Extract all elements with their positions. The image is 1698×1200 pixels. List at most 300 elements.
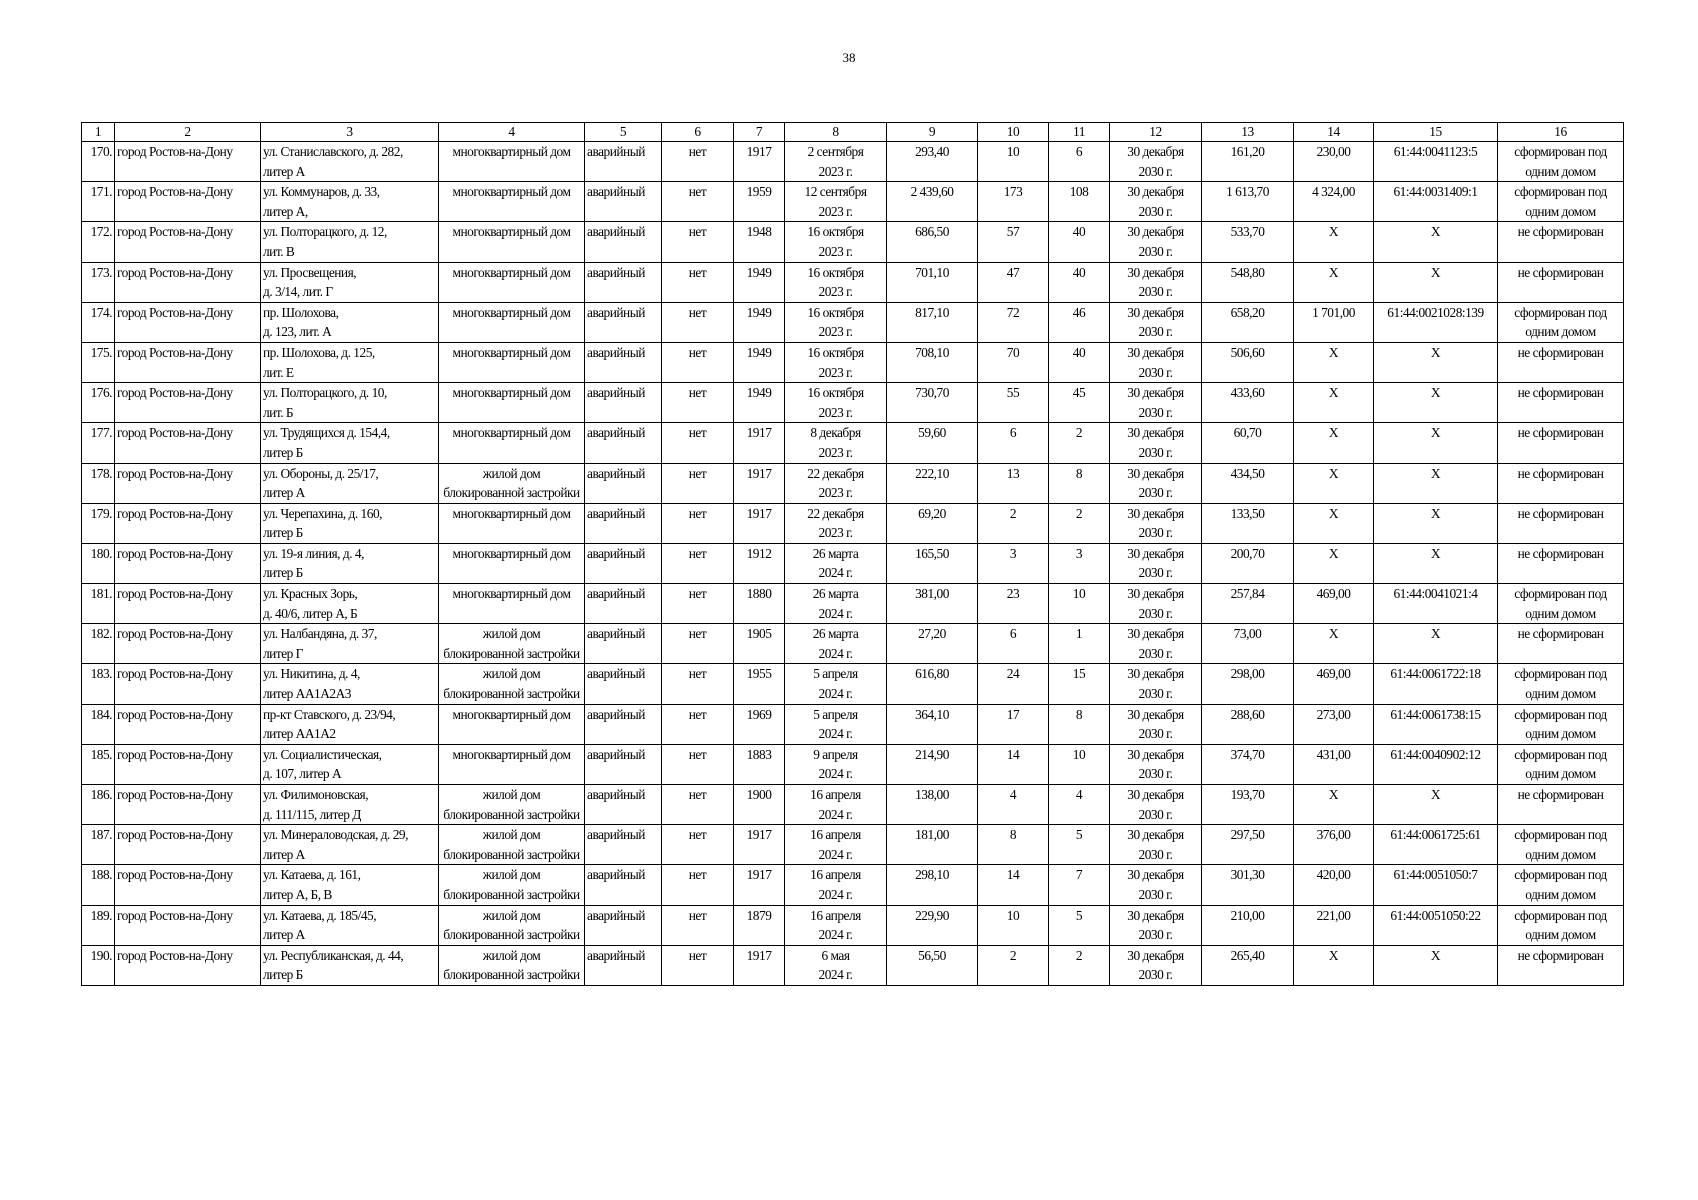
year-built-cell: 1917 xyxy=(734,503,785,543)
year-built-cell: 1900 xyxy=(734,785,785,825)
cadastral-number-cell: Х xyxy=(1374,503,1498,543)
area-cell: 229,90 xyxy=(887,905,978,945)
address-line: д. 107, литер А xyxy=(263,766,342,782)
column-13-cell: 658,20 xyxy=(1202,302,1294,342)
date-line: 30 декабря xyxy=(1127,144,1184,159)
column-10-cell: 10 xyxy=(978,142,1049,182)
building-type-cell: многоквартирный дом xyxy=(439,222,585,262)
building-type-cell: жилой дом блокированной застройки xyxy=(439,905,585,945)
status-cell: аварийный xyxy=(585,142,662,182)
column-11-cell: 45 xyxy=(1049,383,1110,423)
land-status-line: не сформирован xyxy=(1517,465,1604,481)
municipality-cell: город Ростов-на-Дону xyxy=(115,624,261,664)
date-line: 2030 г. xyxy=(1138,163,1173,179)
land-area-cell: Х xyxy=(1294,543,1374,583)
date-line: 2030 г. xyxy=(1138,324,1173,340)
column-6-cell: нет xyxy=(662,142,734,182)
year-built-cell: 1917 xyxy=(734,463,785,503)
cadastral-number-cell: 61:44:0061725:61 xyxy=(1374,825,1498,865)
recognition-date-cell xyxy=(785,182,887,222)
planned-date-cell xyxy=(1110,342,1202,382)
planned-date-cell xyxy=(1110,945,1202,985)
date-line: 2030 г. xyxy=(1138,886,1173,902)
planned-date-cell xyxy=(1110,463,1202,503)
land-status-line: сформирован под xyxy=(1514,586,1607,602)
address-line: литер АА1А2 xyxy=(263,726,336,742)
column-header: 12 xyxy=(1110,123,1202,142)
year-built-cell: 1879 xyxy=(734,905,785,945)
land-status-line: не сформирован xyxy=(1517,505,1604,521)
land-area-cell: 1 701,00 xyxy=(1294,302,1374,342)
planned-date-cell xyxy=(1110,744,1202,784)
land-status-line: не сформирован xyxy=(1517,787,1604,802)
land-status-cell xyxy=(1498,664,1624,704)
date-line: 30 декабря xyxy=(1127,264,1184,280)
status-cell: аварийный xyxy=(585,664,662,704)
column-6-cell: нет xyxy=(662,584,734,624)
building-type-cell: многоквартирный дом xyxy=(439,503,585,543)
planned-date-cell xyxy=(1110,905,1202,945)
land-status-line: сформирован под xyxy=(1514,706,1607,722)
date-line: 30 декабря xyxy=(1127,505,1184,521)
land-status-line: сформирован под xyxy=(1514,666,1607,682)
status-cell: аварийный xyxy=(585,182,662,222)
address-cell xyxy=(261,624,439,664)
building-type-cell: жилой дом блокированной застройки xyxy=(439,865,585,905)
column-11-cell: 8 xyxy=(1049,463,1110,503)
municipality-cell: город Ростов-на-Дону xyxy=(115,543,261,583)
row-number: 184. xyxy=(82,704,115,744)
row-number: 189. xyxy=(82,905,115,945)
column-13-cell: 548,80 xyxy=(1202,262,1294,302)
land-status-cell xyxy=(1498,905,1624,945)
area-cell: 56,50 xyxy=(887,945,978,985)
planned-date-cell xyxy=(1110,423,1202,463)
date-line: 2030 г. xyxy=(1138,444,1173,460)
planned-date-cell xyxy=(1110,785,1202,825)
cadastral-number-cell: Х xyxy=(1374,383,1498,423)
date-line: 2023 г. xyxy=(818,525,853,541)
municipality-cell: город Ростов-на-Дону xyxy=(115,744,261,784)
area-cell: 708,10 xyxy=(887,342,978,382)
area-cell: 381,00 xyxy=(887,584,978,624)
municipality-cell: город Ростов-на-Дону xyxy=(115,342,261,382)
address-cell xyxy=(261,825,439,865)
municipality-cell: город Ростов-на-Дону xyxy=(115,302,261,342)
date-line: 2030 г. xyxy=(1138,645,1173,661)
address-line: ул. Полторацкого, д. 10, xyxy=(263,385,387,401)
column-10-cell: 3 xyxy=(978,543,1049,583)
date-line: 2023 г. xyxy=(818,485,853,501)
land-status-line: не сформирован xyxy=(1517,626,1604,642)
municipality-cell: город Ростов-на-Дону xyxy=(115,825,261,865)
column-10-cell: 23 xyxy=(978,584,1049,624)
table-row xyxy=(82,865,1624,905)
status-cell: аварийный xyxy=(585,383,662,423)
column-header: 6 xyxy=(662,123,734,142)
recognition-date-cell xyxy=(785,945,887,985)
area-cell: 817,10 xyxy=(887,302,978,342)
row-number: 188. xyxy=(82,865,115,905)
municipality-cell: город Ростов-на-Дону xyxy=(115,142,261,182)
land-area-cell: Х xyxy=(1294,222,1374,262)
municipality-cell: город Ростов-на-Дону xyxy=(115,945,261,985)
table-row xyxy=(82,302,1624,342)
land-status-line: не сформирован xyxy=(1517,224,1604,240)
column-10-cell: 4 xyxy=(978,785,1049,825)
column-header: 7 xyxy=(734,123,785,142)
year-built-cell: 1917 xyxy=(734,142,785,182)
address-cell xyxy=(261,383,439,423)
row-number: 183. xyxy=(82,664,115,704)
column-6-cell: нет xyxy=(662,222,734,262)
municipality-cell: город Ростов-на-Дону xyxy=(115,584,261,624)
area-cell: 59,60 xyxy=(887,423,978,463)
date-line: 2024 г. xyxy=(818,886,853,902)
address-line: д. 111/115, литер Д xyxy=(263,806,361,822)
land-status-cell xyxy=(1498,302,1624,342)
address-line: ул. Минераловодская, д. 29, xyxy=(263,827,408,843)
column-11-cell: 2 xyxy=(1049,503,1110,543)
area-cell: 686,50 xyxy=(887,222,978,262)
address-cell xyxy=(261,302,439,342)
address-line: д. 40/6, литер А, Б xyxy=(263,605,358,621)
address-line: ул. Республиканская, д. 44, xyxy=(263,947,404,963)
date-line: 2030 г. xyxy=(1138,243,1173,259)
address-line: лит. В xyxy=(263,243,295,259)
building-type-cell: жилой дом блокированной застройки xyxy=(439,624,585,664)
date-line: 2024 г. xyxy=(818,806,853,822)
address-cell xyxy=(261,182,439,222)
date-line: 16 апреля xyxy=(810,867,861,883)
land-area-cell: 469,00 xyxy=(1294,584,1374,624)
land-status-cell xyxy=(1498,463,1624,503)
column-6-cell: нет xyxy=(662,383,734,423)
cadastral-number-cell: Х xyxy=(1374,262,1498,302)
column-13-cell: 374,70 xyxy=(1202,744,1294,784)
cadastral-number-cell: 61:44:0051050:7 xyxy=(1374,865,1498,905)
cadastral-number-cell: Х xyxy=(1374,543,1498,583)
year-built-cell: 1917 xyxy=(734,825,785,865)
status-cell: аварийный xyxy=(585,945,662,985)
row-number: 181. xyxy=(82,584,115,624)
date-line: 5 апреля xyxy=(813,706,858,722)
column-6-cell: нет xyxy=(662,463,734,503)
emergency-housing-table xyxy=(81,122,1624,986)
address-line: лит. Б xyxy=(263,404,294,420)
row-number: 177. xyxy=(82,423,115,463)
date-line: 2023 г. xyxy=(818,404,853,420)
year-built-cell: 1949 xyxy=(734,383,785,423)
address-cell xyxy=(261,785,439,825)
land-area-cell: Х xyxy=(1294,785,1374,825)
table-row xyxy=(82,905,1624,945)
land-area-cell: Х xyxy=(1294,463,1374,503)
column-6-cell: нет xyxy=(662,825,734,865)
date-line: 2023 г. xyxy=(818,364,853,380)
date-line: 30 декабря xyxy=(1127,545,1184,561)
municipality-cell: город Ростов-на-Дону xyxy=(115,423,261,463)
column-6-cell: нет xyxy=(662,342,734,382)
year-built-cell: 1955 xyxy=(734,664,785,704)
year-built-cell: 1917 xyxy=(734,423,785,463)
column-6-cell: нет xyxy=(662,704,734,744)
building-type-cell: многоквартирный дом xyxy=(439,262,585,302)
address-cell xyxy=(261,142,439,182)
planned-date-cell xyxy=(1110,543,1202,583)
date-line: 2030 г. xyxy=(1138,485,1173,501)
cadastral-number-cell: 61:44:0021028:139 xyxy=(1374,302,1498,342)
column-11-cell: 4 xyxy=(1049,785,1110,825)
date-line: 30 декабря xyxy=(1127,586,1184,602)
land-status-cell xyxy=(1498,825,1624,865)
land-status-cell xyxy=(1498,423,1624,463)
area-cell: 27,20 xyxy=(887,624,978,664)
row-number: 176. xyxy=(82,383,115,423)
column-11-cell: 15 xyxy=(1049,664,1110,704)
land-status-line: не сформирован xyxy=(1517,344,1604,360)
table-row xyxy=(82,182,1624,222)
column-11-cell: 40 xyxy=(1049,342,1110,382)
address-line: литер Б xyxy=(263,967,303,983)
land-area-cell: Х xyxy=(1294,423,1374,463)
table-row xyxy=(82,463,1624,503)
status-cell: аварийный xyxy=(585,624,662,664)
column-13-cell: 161,20 xyxy=(1202,142,1294,182)
column-6-cell: нет xyxy=(662,624,734,664)
status-cell: аварийный xyxy=(585,543,662,583)
recognition-date-cell xyxy=(785,624,887,664)
table-row xyxy=(82,142,1624,182)
land-status-line: сформирован под xyxy=(1514,184,1607,200)
column-10-cell: 47 xyxy=(978,262,1049,302)
address-cell xyxy=(261,584,439,624)
status-cell: аварийный xyxy=(585,222,662,262)
land-area-cell: 230,00 xyxy=(1294,142,1374,182)
column-6-cell: нет xyxy=(662,785,734,825)
date-line: 2023 г. xyxy=(818,444,853,460)
planned-date-cell xyxy=(1110,503,1202,543)
column-header: 10 xyxy=(978,123,1049,142)
land-status-cell xyxy=(1498,222,1624,262)
date-line: 16 октября xyxy=(807,385,864,401)
date-line: 2030 г. xyxy=(1138,927,1173,943)
date-line: 5 апреля xyxy=(813,666,858,682)
recognition-date-cell xyxy=(785,463,887,503)
address-cell xyxy=(261,865,439,905)
row-number: 170. xyxy=(82,142,115,182)
date-line: 22 декабря xyxy=(807,465,864,481)
date-line: 30 декабря xyxy=(1127,385,1184,401)
address-line: лит. Е xyxy=(263,364,294,380)
date-line: 8 декабря xyxy=(810,425,861,441)
date-line: 12 сентября xyxy=(804,184,867,200)
column-11-cell: 7 xyxy=(1049,865,1110,905)
recognition-date-cell xyxy=(785,744,887,784)
recognition-date-cell xyxy=(785,302,887,342)
year-built-cell: 1948 xyxy=(734,222,785,262)
date-line: 30 декабря xyxy=(1127,787,1184,802)
column-10-cell: 55 xyxy=(978,383,1049,423)
land-status-cell xyxy=(1498,543,1624,583)
land-status-line: не сформирован xyxy=(1517,425,1604,441)
building-type-cell: жилой дом блокированной застройки xyxy=(439,785,585,825)
date-line: 16 октября xyxy=(807,264,864,280)
land-status-line: одним домом xyxy=(1525,927,1596,943)
table-row xyxy=(82,262,1624,302)
date-line: 2024 г. xyxy=(818,645,853,661)
table-row xyxy=(82,825,1624,865)
status-cell: аварийный xyxy=(585,785,662,825)
land-status-line: не сформирован xyxy=(1517,264,1604,280)
address-line: литер Г xyxy=(263,645,303,661)
land-status-line: сформирован под xyxy=(1514,746,1607,762)
land-status-line: сформирован под xyxy=(1514,867,1607,883)
recognition-date-cell xyxy=(785,664,887,704)
year-built-cell: 1917 xyxy=(734,945,785,985)
column-header: 11 xyxy=(1049,123,1110,142)
cadastral-number-cell: Х xyxy=(1374,624,1498,664)
recognition-date-cell xyxy=(785,503,887,543)
column-header: 8 xyxy=(785,123,887,142)
address-cell xyxy=(261,463,439,503)
land-status-line: сформирован под xyxy=(1514,827,1607,843)
building-type-cell: многоквартирный дом xyxy=(439,302,585,342)
date-line: 26 марта xyxy=(812,626,859,642)
column-10-cell: 14 xyxy=(978,865,1049,905)
date-line: 16 апреля xyxy=(810,907,861,923)
land-area-cell: Х xyxy=(1294,383,1374,423)
table-row xyxy=(82,383,1624,423)
area-cell: 364,10 xyxy=(887,704,978,744)
recognition-date-cell xyxy=(785,342,887,382)
table-row xyxy=(82,744,1624,784)
date-line: 2030 г. xyxy=(1138,284,1173,300)
date-line: 2024 г. xyxy=(818,846,853,862)
land-status-line: одним домом xyxy=(1525,726,1596,742)
row-number: 190. xyxy=(82,945,115,985)
building-type-cell: многоквартирный дом xyxy=(439,543,585,583)
column-6-cell: нет xyxy=(662,865,734,905)
date-line: 2024 г. xyxy=(818,726,853,742)
area-cell: 298,10 xyxy=(887,865,978,905)
status-cell: аварийный xyxy=(585,584,662,624)
municipality-cell: город Ростов-на-Дону xyxy=(115,704,261,744)
column-13-cell: 193,70 xyxy=(1202,785,1294,825)
address-cell xyxy=(261,543,439,583)
address-line: ул. 19-я линия, д. 4, xyxy=(263,545,364,561)
column-10-cell: 10 xyxy=(978,905,1049,945)
column-6-cell: нет xyxy=(662,664,734,704)
planned-date-cell xyxy=(1110,142,1202,182)
status-cell: аварийный xyxy=(585,865,662,905)
land-status-line: одним домом xyxy=(1525,163,1596,179)
column-header: 1 xyxy=(82,123,115,142)
column-13-cell: 257,84 xyxy=(1202,584,1294,624)
date-line: 2024 г. xyxy=(818,967,853,983)
recognition-date-cell xyxy=(785,142,887,182)
date-line: 2023 г. xyxy=(818,324,853,340)
building-type-cell: жилой дом блокированной застройки xyxy=(439,825,585,865)
column-13-cell: 133,50 xyxy=(1202,503,1294,543)
address-line: ул. Просвещения, xyxy=(263,264,357,280)
planned-date-cell xyxy=(1110,624,1202,664)
table-row xyxy=(82,342,1624,382)
date-line: 30 декабря xyxy=(1127,867,1184,883)
address-cell xyxy=(261,664,439,704)
column-6-cell: нет xyxy=(662,905,734,945)
year-built-cell: 1912 xyxy=(734,543,785,583)
building-type-cell: жилой дом блокированной застройки xyxy=(439,664,585,704)
row-number: 187. xyxy=(82,825,115,865)
column-13-cell: 1 613,70 xyxy=(1202,182,1294,222)
land-area-cell: Х xyxy=(1294,342,1374,382)
year-built-cell: 1949 xyxy=(734,262,785,302)
cadastral-number-cell: 61:44:0061722:18 xyxy=(1374,664,1498,704)
land-status-line: сформирован под xyxy=(1514,907,1607,923)
address-cell xyxy=(261,503,439,543)
recognition-date-cell xyxy=(785,865,887,905)
column-header: 2 xyxy=(115,123,261,142)
municipality-cell: город Ростов-на-Дону xyxy=(115,503,261,543)
column-13-cell: 434,50 xyxy=(1202,463,1294,503)
column-11-cell: 5 xyxy=(1049,905,1110,945)
area-cell: 214,90 xyxy=(887,744,978,784)
municipality-cell: город Ростов-на-Дону xyxy=(115,262,261,302)
date-line: 2024 г. xyxy=(818,927,853,943)
municipality-cell: город Ростов-на-Дону xyxy=(115,222,261,262)
cadastral-number-cell: 61:44:0040902:12 xyxy=(1374,744,1498,784)
area-cell: 2 439,60 xyxy=(887,182,978,222)
date-line: 2030 г. xyxy=(1138,686,1173,702)
address-line: литер А xyxy=(263,485,305,501)
address-line: литер А, Б, В xyxy=(263,886,332,902)
date-line: 2030 г. xyxy=(1138,203,1173,219)
column-13-cell: 60,70 xyxy=(1202,423,1294,463)
column-10-cell: 70 xyxy=(978,342,1049,382)
column-11-cell: 8 xyxy=(1049,704,1110,744)
column-13-cell: 210,00 xyxy=(1202,905,1294,945)
date-line: 30 декабря xyxy=(1127,666,1184,682)
address-cell xyxy=(261,423,439,463)
table-row xyxy=(82,503,1624,543)
address-cell xyxy=(261,704,439,744)
building-type-cell: многоквартирный дом xyxy=(439,584,585,624)
column-header: 3 xyxy=(261,123,439,142)
table-row xyxy=(82,584,1624,624)
address-line: ул. Черепахина, д. 160, xyxy=(263,505,382,521)
land-status-line: сформирован под xyxy=(1514,304,1607,320)
municipality-cell: город Ростов-на-Дону xyxy=(115,865,261,905)
address-line: ул. Налбандяна, д. 37, xyxy=(263,626,377,642)
date-line: 30 декабря xyxy=(1127,465,1184,481)
date-line: 16 апреля xyxy=(810,827,861,843)
planned-date-cell xyxy=(1110,383,1202,423)
page-number: 38 xyxy=(842,50,856,65)
land-status-line: одним домом xyxy=(1525,846,1596,862)
column-header: 16 xyxy=(1498,123,1624,142)
land-status-line: одним домом xyxy=(1525,886,1596,902)
table-row xyxy=(82,543,1624,583)
column-6-cell: нет xyxy=(662,182,734,222)
cadastral-number-cell: 61:44:0051050:22 xyxy=(1374,905,1498,945)
land-area-cell: 420,00 xyxy=(1294,865,1374,905)
column-10-cell: 173 xyxy=(978,182,1049,222)
column-6-cell: нет xyxy=(662,744,734,784)
building-type-cell: многоквартирный дом xyxy=(439,342,585,382)
date-line: 16 октября xyxy=(807,344,864,360)
date-line: 2030 г. xyxy=(1138,967,1173,983)
